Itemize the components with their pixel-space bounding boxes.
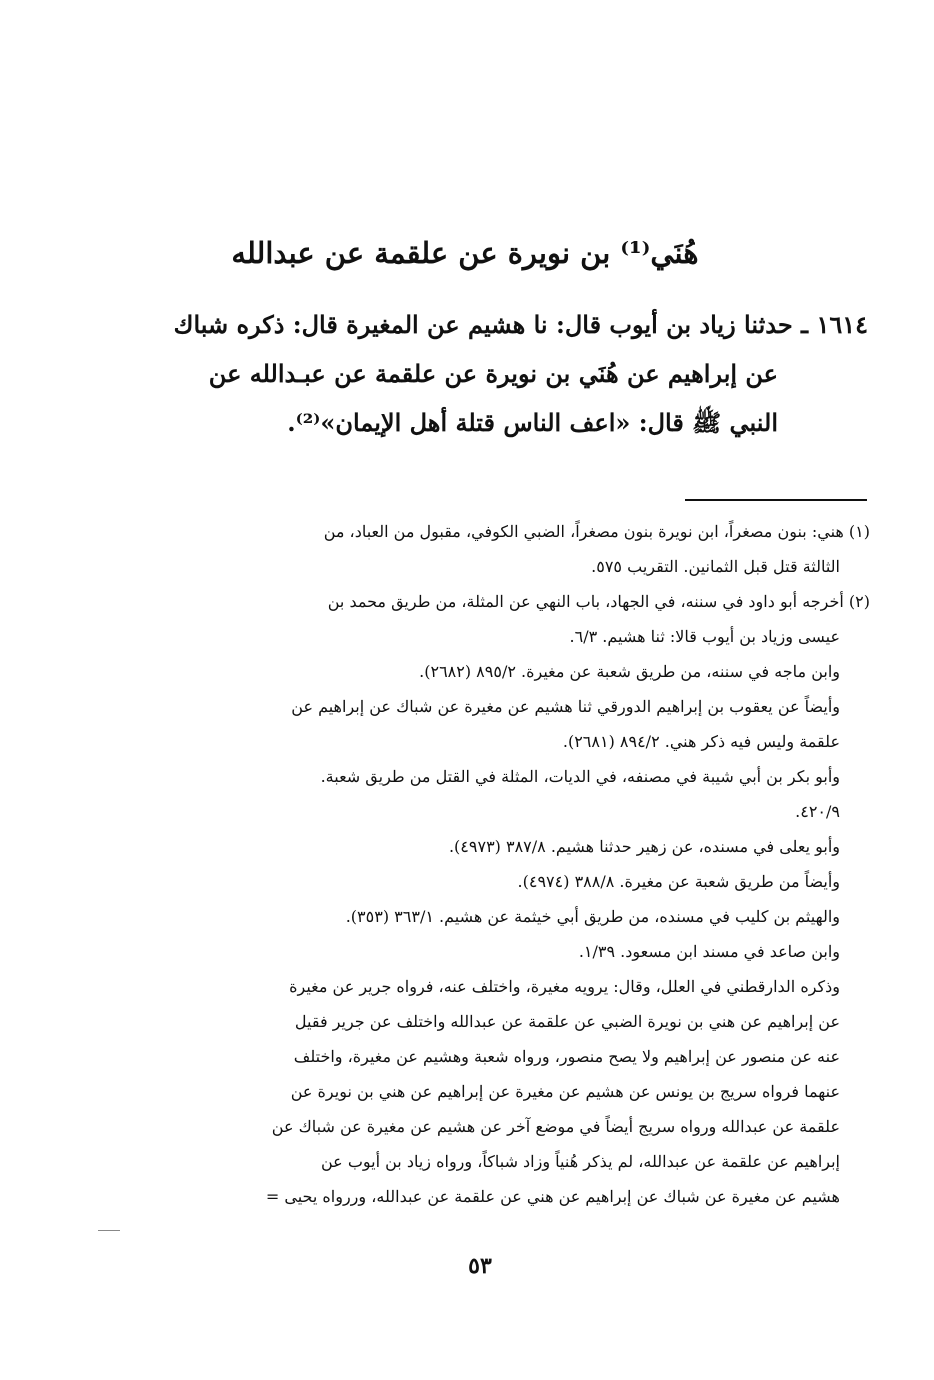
footnotes (155, 514, 870, 1214)
hadith-text (160, 300, 868, 447)
section-heading: هُنَي⁽¹⁾ بن نويرة عن علقمة عن عبدالله (231, 236, 699, 270)
footnote-divider (685, 499, 867, 501)
footnote-line: علقمة عن عبدالله ورواه سريج أيضاً في موضع آخر عن هشيم عن مغيرة عن شباك عن (271, 1117, 840, 1136)
footnote-line: والهيثم بن كليب في مسنده، من طريق أبي خيثمة عن هشيم. ٣٦٣/١ (٣٥٣). (345, 907, 840, 926)
footnote-line: وابن ماجه في سننه، من طريق شعبة عن مغيرة. ٨٩٥/٢ (٢٦٨٢). (419, 662, 840, 681)
footnote-line: علقمة وليس فيه ذكر هني. ٨٩٤/٢ (٢٦٨١). (562, 732, 840, 751)
footnote-line: وأيضاً عن يعقوب بن إبراهيم الدورقي ثنا هشيم عن مغيرة عن شباك عن إبراهيم عن (291, 697, 840, 716)
page-number: ٥٣ (468, 1253, 492, 1279)
footnote-line: إبراهيم عن علقمة عن عبدالله، لم يذكر هُنياً وزاد شباكاً، ورواه زياد بن أيوب عن (321, 1152, 840, 1171)
footnote-line: عيسى وزياد بن أيوب قالا: ثنا هشيم. ٦/٣. (569, 627, 840, 646)
margin-mark (98, 1230, 120, 1231)
footnote-line: ٤٢٠/٩. (795, 802, 840, 821)
footnote-line: وابن صاعد في مسند ابن مسعود. ١/٣٩. (578, 942, 840, 961)
footnote-line: وأبو يعلى في مسنده، عن زهير حدثنا هشيم. ٣٨٧/٨ (٤٩٧٣). (448, 837, 840, 856)
footnote-line: (١) هني: بنون مصغراً، ابن نويرة بنون مصغراً، الضبي الكوفي، مقبول من العباد، من (323, 522, 870, 541)
footnote-line: وأبو بكر بن أبي شيبة في مصنفه، في الديات، المثلة في القتل من طريق شعبة. (320, 767, 840, 786)
footnote-line: عنه عن منصور عن إبراهيم ولا يصح منصور، ورواه شعبة وهشيم عن مغيرة، واختلف (293, 1047, 840, 1066)
footnote-line: وذكره الدارقطني في العلل، وقال: يرويه مغيرة، واختلف عنه، فرواه جرير عن مغيرة (289, 977, 840, 996)
hadith-line: ١٦١٤ ـ حدثنا زياد بن أيوب قال: نا هشيم عن المغيرة قال: ذكره شباك (173, 310, 868, 339)
footnote-line: عن إبراهيم عن هني بن نويرة الضبي عن علقمة عن عبدالله واختلف عن جرير فقيل (294, 1012, 840, 1031)
hadith-line: النبي ﷺ قال: «اعف الناس قتلة أهل الإيمان»⁽²⁾. (287, 408, 778, 437)
footnote-line: وأيضاً من طريق شعبة عن مغيرة. ٣٨٨/٨ (٤٩٧٤). (517, 872, 840, 891)
footnote-line: هشيم عن مغيرة عن شباك عن إبراهيم عن هني عن علقمة عن عبدالله، وررواه يحيى = (265, 1187, 840, 1206)
footnote-line: الثالثة قتل قبل الثمانين. التقريب ٥٧٥. (591, 557, 840, 576)
hadith-line: عن إبراهيم عن هُنَي بن نويرة عن علقمة عن عبـدالله عن (208, 359, 778, 388)
footnote-line: عنهما فرواه سريج بن يونس عن هشيم عن مغيرة عن إبراهيم عن هني بن نويرة عن (290, 1082, 840, 1101)
footnote-line: (٢) أخرجه أبو داود في سننه، في الجهاد، باب النهي عن المثلة، من طريق محمد بن (327, 592, 870, 611)
